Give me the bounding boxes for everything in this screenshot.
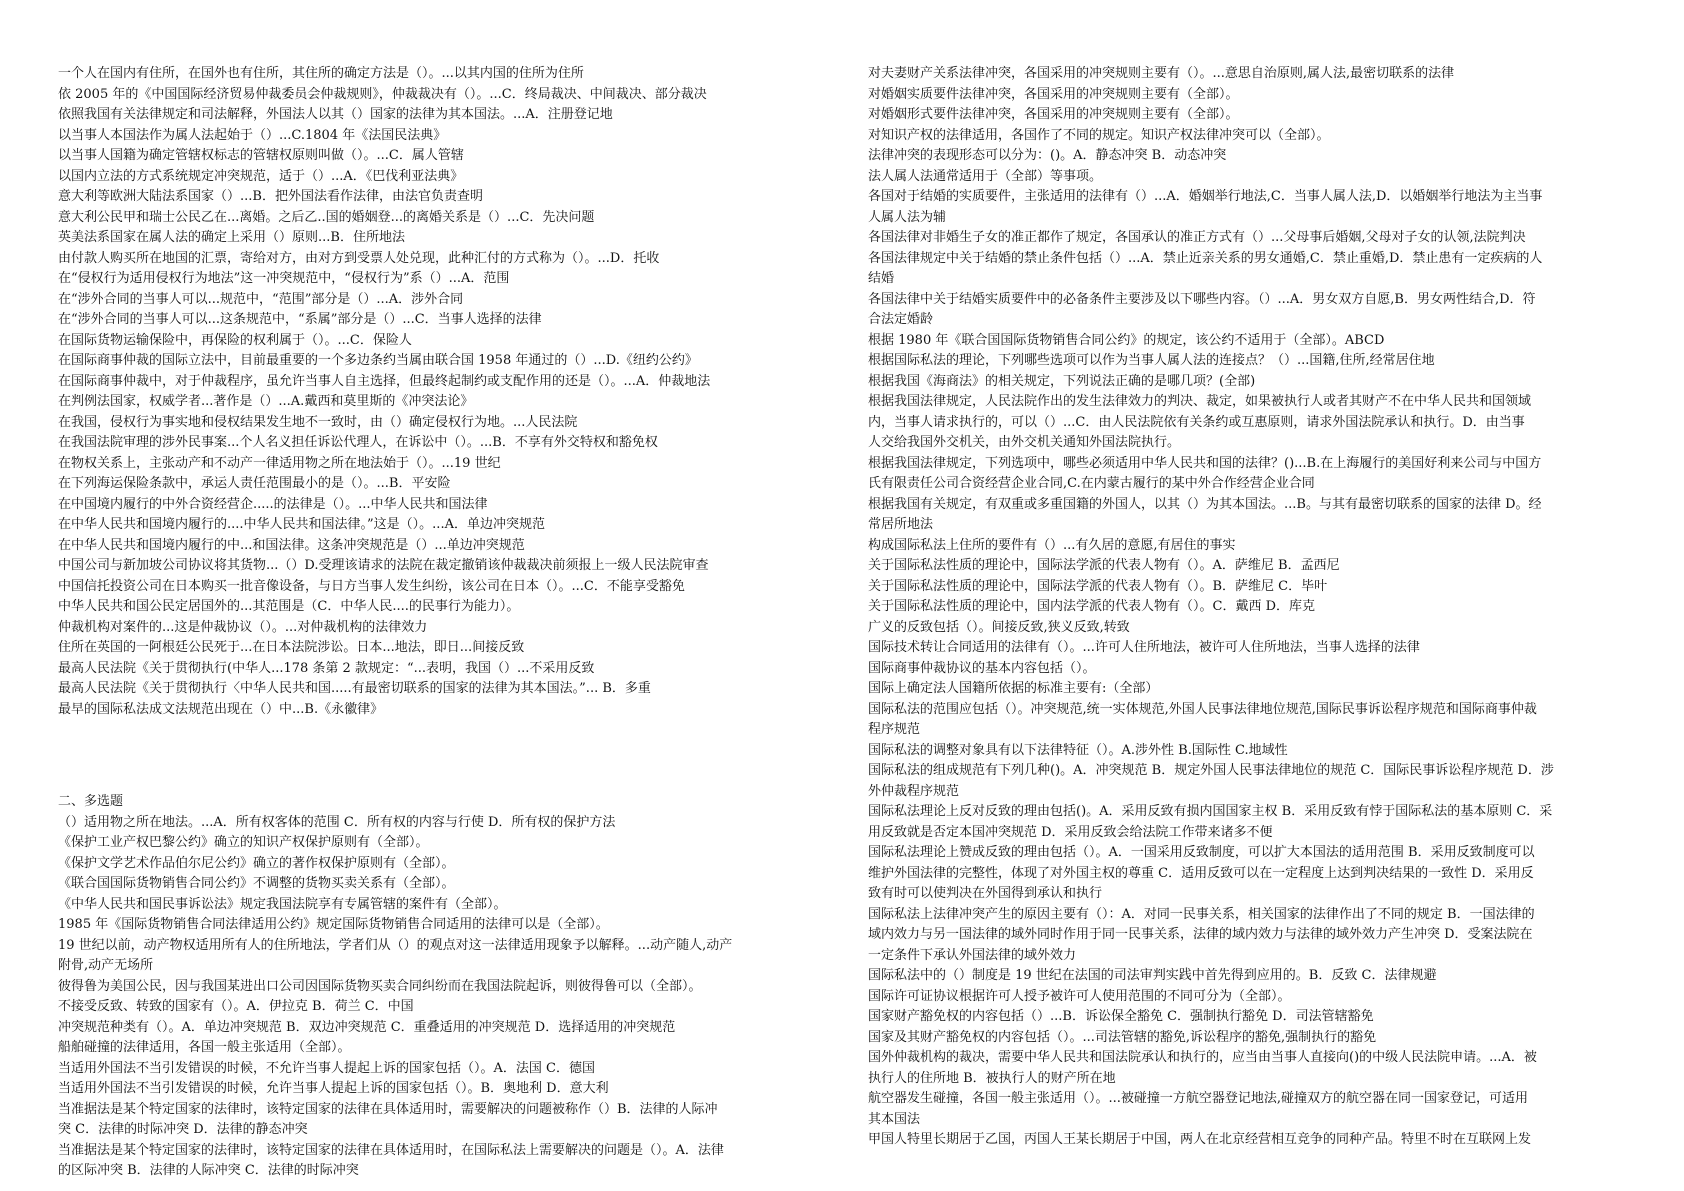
right-text-line: 人属人法为辅 xyxy=(868,209,947,225)
right-text-line: 国际私法的调整对象具有以下法律特征（）。A.涉外性 B.国际性 C.地域性 xyxy=(868,742,1288,758)
left-text-line: 在判例法国家，权威学者...著作是（）...A.戴西和莫里斯的《冲突法论》 xyxy=(58,394,474,409)
left-text-line: 《保护文学艺术作品伯尔尼公约》确立的著作权保护原则有（全部）。 xyxy=(58,855,455,871)
left-text-line: 在国际商事仲裁中，对于仲裁程序，虽允许当事人自主选择，但最终起制约或支配作用的还是（）。...A．仲裁地法 xyxy=(58,373,711,389)
right-text-line: 维护外国法律的完整性，体现了对外国主权的尊重 C．适用反致可以在一定程度上达到判决结果的一致性 D．采用反 xyxy=(868,865,1534,881)
right-text-line: 根据我国《海商法》的相关规定，下列说法正确的是哪几项？(全部) xyxy=(868,373,1256,389)
left-text-line: 意大利公民甲和瑞士公民乙在...离婚。之后乙..国的婚姻登...的离婚关系是（）...C．先决问题 xyxy=(58,209,595,225)
left-text-line: 当准据法是某个特定国家的法律时，该特定国家的法律在具体适用时，在国际私法上需要解决的问题是（）。A．法律 xyxy=(58,1142,724,1158)
left-text-line: 仲裁机构对案件的...这是仲裁协议（）。...对仲裁机构的法律效力 xyxy=(58,619,428,635)
left-text-line: 由付款人购买所在地国的汇票，寄给对方，由对方到受票人处兑现，此种汇付的方式称为（）。...D．托收 xyxy=(58,250,660,266)
left-text-line: 在“侵权行为适用侵权行为地法”这一冲突规范中，“侵权行为”系（）...A．范围 xyxy=(58,271,510,286)
left-text-line: 依 2005 年的《中国国际经济贸易仲裁委员会仲裁规则》，仲裁裁决有（）。...C．终局裁决、中间裁决、部分裁决 xyxy=(58,86,707,102)
right-text-line: 国外仲裁机构的裁决，需要中华人民共和国法院承认和执行的，应当由当事人直接向()的中级人民法院申请。...A．被 xyxy=(868,1050,1537,1065)
left-text-line: 最早的国际私法成文法规范出现在（）中...B.《永徽律》 xyxy=(58,701,384,717)
left-text-line: 在中华人民共和国境内履行的....中华人民共和国法律。”这是（）。...A．单边冲突规范 xyxy=(58,517,545,532)
left-text-line: 在我国法院审理的涉外民事案...个人名义担任诉讼代理人，在诉讼中（）。...B．不享有外交特权和豁免权 xyxy=(58,435,658,450)
right-text-line: 对夫妻财产关系法律冲突，各国采用的冲突规则主要有（）。...意思自治原则,属人法,最密切联系的法律 xyxy=(868,66,1455,81)
left-text-line: 以国内立法的方式系统规定冲突规范，适于（）...A．《巴伐利亚法典》 xyxy=(58,168,464,184)
right-text-line: 内，当事人请求执行的，可以（）...C．由人民法院依有关条约或互惠原则，请求外国法院承认和执行。D．由当事 xyxy=(868,414,1525,430)
left-text-line: 在国际商事仲裁的国际立法中，目前最重要的一个多边条约当属由联合国 1958 年通过的（）...D.《纽约公约》 xyxy=(58,353,698,368)
left-text-line: 的区际冲突 B．法律的人际冲突 C．法律的时际冲突 xyxy=(58,1163,359,1178)
right-text-line: 各国法律对非婚生子女的准正都作了规定，各国承认的准正方式有（）...父母事后婚姻,父母对子女的认领,法院判决 xyxy=(868,230,1526,245)
right-text-line: 广义的反致包括（）。间接反致,狭义反致,转致 xyxy=(868,619,1130,635)
left-column xyxy=(58,64,828,1182)
right-text-line: 法人属人法通常适用于（全部）等事项。 xyxy=(868,168,1103,184)
right-text-line: 合法定婚龄 xyxy=(868,312,934,327)
right-text-line: 法律冲突的表现形态可以分为：()。A．静态冲突 B．动态冲突 xyxy=(868,148,1227,163)
right-text-line: 其本国法 xyxy=(868,1111,921,1127)
right-text-line: 根据 1980 年《联合国国际货物销售合同公约》的规定，该公约不适用于（全部）。ABCD xyxy=(868,332,1385,348)
left-text-line: 在中国境内履行的中外合资经营企.....的法律是（）。...中华人民共和国法律 xyxy=(58,496,488,512)
left-text-line: 住所在英国的一阿根廷公民死于...在日本法院涉讼。日本...地法，即日...间接反致 xyxy=(58,640,525,655)
right-text-line: 致有时可以使判决在外国得到承认和执行 xyxy=(868,886,1103,901)
left-text-line: 在“涉外合同的当事人可以...这条规范中，“系属”部分是（）...C．当事人选择的法律 xyxy=(58,312,542,327)
section-spacer xyxy=(58,736,828,776)
right-text-line: 对婚姻形式要件法律冲突，各国采用的冲突规则主要有（全部）。 xyxy=(868,107,1239,122)
left-text-line: 中华人民共和国公民定居国外的...其范围是（C．中华人民....的民事行为能力）。 xyxy=(58,599,520,614)
right-text-line: 程序规范 xyxy=(868,722,921,737)
left-text-line: 在物权关系上，主张动产和不动产一律适用物之所在地法始于（）。...19 世纪 xyxy=(58,455,501,471)
left-text-line: 附骨,动产无场所 xyxy=(58,958,154,973)
left-text-line: 彼得鲁为美国公民，因与我国某进出口公司因国际货物买卖合同纠纷而在我国法院起诉，则彼得鲁可以（全部）。 xyxy=(58,978,702,994)
right-text-line: 航空器发生碰撞，各国一般主张适用（）。...被碰撞一方航空器登记地法,碰撞双方的航空器在同一国家登记，可适用 xyxy=(868,1091,1529,1106)
right-text-line: 用反致就是否定本国冲突规范 D．采用反致会给法院工作带来诸多不便 xyxy=(868,824,1273,840)
right-text-line: 氏有限责任公司合资经营企业合同,C.在内蒙古履行的某中外合作经营企业合同 xyxy=(868,476,1315,491)
left-text-line: 二、多选题 xyxy=(58,794,124,809)
right-text-line: 国际商事仲裁协议的基本内容包括（）。 xyxy=(868,660,1096,676)
right-text-line: 各国对于结婚的实质要件，主张适用的法律有（）...A．婚姻举行地法,C．当事人属人法,D．以婚姻举行地法为主当事 xyxy=(868,189,1543,204)
right-text-line: 外仲裁程序规范 xyxy=(868,783,960,799)
left-text-line: 依照我国有关法律规定和司法解释，外国法人以其（）国家的法律为其本国法。...A．注册登记地 xyxy=(58,107,613,122)
right-text-line: 根据我国法律规定，下列选项中，哪些必须适用中华人民共和国的法律？()...B.在上海履行的美国好利来公司与中国方 xyxy=(868,455,1542,471)
left-text-line: 在“涉外合同的当事人可以...规范中，“范围”部分是（）...A．涉外合同 xyxy=(58,291,464,307)
left-text-line: 在下列海运保险条款中，承运人责任范围最小的是（）。...B．平安险 xyxy=(58,476,451,491)
right-text-line: 国际私法上法律冲突产生的原因主要有（）：A．对同一民事关系，相关国家的法律作出了不同的规定 B．一国法律的 xyxy=(868,906,1535,922)
left-text-line: 突 C．法律的时际冲突 D．法律的静态冲突 xyxy=(58,1122,308,1137)
left-text-line: 当适用外国法不当引发错误的时候，允许当事人提起上诉的国家包括（）。B．奥地利 D．意大利 xyxy=(58,1081,609,1096)
left-text-line: 最高人民法院《关于贯彻执行〈中华人民共和国.....有最密切联系的国家的法律为其本国法。”... B．多重 xyxy=(58,681,651,696)
left-text-line: 《中华人民共和国民事诉讼法》规定我国法院享有专属管辖的案件有（全部）。 xyxy=(58,896,507,912)
right-text-line: 国家财产豁免权的内容包括（）...B．诉讼保全豁免 C．强制执行豁免 D．司法管辖豁免 xyxy=(868,1009,1374,1024)
right-text-line: 域内效力与另一国法律的域外同时作用于同一民事关系，法律的域内效力与法律的域外效力产生冲突 D．受案法院在 xyxy=(868,927,1533,942)
right-text-line: 国家及其财产豁免权的内容包括（）。...司法管辖的豁免,诉讼程序的豁免,强制执行的豁免 xyxy=(868,1029,1377,1045)
left-text-line: 英美法系国家在属人法的确定上采用（）原则...B．住所地法 xyxy=(58,230,405,245)
left-text-line: 《联合国国际货物销售合同公约》不调整的货物买卖关系有（全部）。 xyxy=(58,876,455,891)
left-text-line: 船舶碰撞的法律适用，各国一般主张适用（全部）。 xyxy=(58,1040,351,1055)
right-text-line: 各国法律中关于结婚实质要件中的必备条件主要涉及以下哪些内容。（）...A．男女双方自愿,B．男女两性结合,D．符 xyxy=(868,291,1536,307)
right-text-line: 关于国际私法性质的理论中，国际法学派的代表人物有（）。B．萨维尼 C．毕叶 xyxy=(868,578,1328,594)
left-text-line: 当适用外国法不当引发错误的时候，不允许当事人提起上诉的国家包括（）。A．法国 C．德国 xyxy=(58,1060,595,1076)
left-text-line: 在我国，侵权行为事实地和侵权结果发生地不一致时，由（）确定侵权行为地。...人民法院 xyxy=(58,414,578,430)
left-text-line: 以当事人本国法作为属人法起始于（）...C.1804 年《法国民法典》 xyxy=(58,127,447,143)
left-text-line: （）适用物之所在地法。...A．所有权客体的范围 C．所有权的内容与行使 D．所有权的保护方法 xyxy=(58,814,616,830)
right-text-line: 常居所地法 xyxy=(868,517,934,532)
left-text-line: 19 世纪以前，动产物权适用所有人的住所地法，学者们从（）的观点对这一法律适用现象予以解释。...动产随人,动产 xyxy=(58,937,733,953)
left-text-line: 冲突规范种类有（）。A．单边冲突规范 B．双边冲突规范 C．重叠适用的冲突规范 D．选择适用的冲突规范 xyxy=(58,1019,676,1035)
left-text-line: 不接受反致、转致的国家有（）。A．伊拉克 B．荷兰 C．中国 xyxy=(58,999,414,1014)
right-text-line: 根据国际私法的理论，下列哪些选项可以作为当事人属人法的连接点？（）...国籍,住所,经常居住地 xyxy=(868,353,1435,368)
left-text-line: 以当事人国籍为确定管辖权标志的管辖权原则叫做（）。...C．属人管辖 xyxy=(58,148,464,163)
left-text-line: 最高人民法院《关于贯彻执行(中华人...178 条第 2 款规定：“...表明，我国（）...不采用反致 xyxy=(58,660,595,676)
right-text-line: 关于国际私法性质的理论中，国际法学派的代表人物有（）。A．萨维尼 B．孟西尼 xyxy=(868,558,1340,573)
left-text-line: 中国公司与新加坡公司协议将其货物...（）D.受理该请求的法院在裁定撤销该仲裁裁决前须报上一级人民法院审查 xyxy=(58,558,709,573)
right-text-line: 构成国际私法上住所的要件有（）...有久居的意愿,有居住的事实 xyxy=(868,537,1236,553)
right-text-line: 国际许可证协议根据许可人授予被许可人使用范围的不同可分为（全部）。 xyxy=(868,988,1291,1004)
right-column xyxy=(868,64,1646,1151)
right-text-line: 执行人的住所地 B．被执行人的财产所在地 xyxy=(868,1070,1116,1086)
left-text-line: 在中华人民共和国境内履行的中...和国法律。这条冲突规范是（）...单边冲突规范 xyxy=(58,537,525,553)
left-text-line: 《保护工业产权巴黎公约》确立的知识产权保护原则有（全部）。 xyxy=(58,835,429,850)
left-text-line: 意大利等欧洲大陆法系国家（）...B．把外国法看作法律，由法官负责查明 xyxy=(58,189,483,204)
right-text-line: 对知识产权的法律适用，各国作了不同的规定。知识产权法律冲突可以（全部）。 xyxy=(868,127,1330,143)
right-text-line: 甲国人特里长期居于乙国，丙国人王某长期居于中国，两人在北京经营相互竞争的同种产品。特里不时在互联网上发 xyxy=(868,1132,1532,1147)
left-text-line: 中国信托投资公司在日本购买一批音像设备，与日方当事人发生纠纷，该公司在日本（）。...C．不能享受豁免 xyxy=(58,578,685,594)
left-text-line: 在国际货物运输保险中，再保险的权利属于（）。...C．保险人 xyxy=(58,332,412,348)
right-text-line: 关于国际私法性质的理论中，国内法学派的代表人物有（）。C．戴西 D．库克 xyxy=(868,599,1316,614)
right-text-line: 国际技术转让合同适用的法律有（）。...许可人住所地法，被许可人住所地法，当事人选择的法律 xyxy=(868,640,1420,655)
left-text-line: 1985 年《国际货物销售合同法律适用公约》规定国际货物销售合同适用的法律可以是（全部）。 xyxy=(58,917,609,932)
right-text-line: 国际私法中的（）制度是 19 世纪在法国的司法审判实践中首先得到应用的。B．反致 C．法律规避 xyxy=(868,968,1437,983)
right-text-line: 各国法律规定中关于结婚的禁止条件包括（）...A．禁止近亲关系的男女通婚,C．禁止重婚,D．禁止患有一定疾病的人 xyxy=(868,250,1543,266)
right-text-line: 国际私法的组成规范有下列几种()。A．冲突规范 B．规定外国人民事法律地位的规范 C．国际民事诉讼程序规范 D．涉 xyxy=(868,763,1554,778)
right-text-line: 国际私法的范围应包括（）。冲突规范,统一实体规范,外国人民事法律地位规范,国际民事诉讼程序规范和国际商事仲裁 xyxy=(868,701,1537,717)
right-text-line: 根据我国法律规定，人民法院作出的发生法律效力的判决、裁定，如果被执行人或者其财产不在中华人民共和国领域 xyxy=(868,394,1532,409)
right-text-line: 根据我国有关规定，有双重或多重国籍的外国人，以其（）为其本国法。...B。与其有最密切联系的国家的法律 D。经 xyxy=(868,496,1542,512)
right-text-line: 国际私法理论上赞成反致的理由包括（）。A．一国采用反致制度，可以扩大本国法的适用范围 B．采用反致制度可以 xyxy=(868,845,1535,860)
right-text-line: 国际私法理论上反对反致的理由包括()。A．采用反致有损内国国家主权 B．采用反致有悖于国际私法的基本原则 C．采 xyxy=(868,804,1553,819)
right-text-line: 结婚 xyxy=(868,271,895,286)
right-text-line: 人交给我国外交机关，由外交机关通知外国法院执行。 xyxy=(868,435,1181,450)
right-text-line: 一定条件下承认外国法律的域外效力 xyxy=(868,947,1077,963)
left-text-line: 一个人在国内有住所，在国外也有住所，其住所的确定方法是（）。...以其内国的住所为住所 xyxy=(58,66,584,81)
right-text-line: 国际上确定法人国籍所依据的标准主要有:（全部） xyxy=(868,681,1159,696)
left-text-line: 当准据法是某个特定国家的法律时，该特定国家的法律在具体适用时，需要解决的问题被称作（）B．法律的人际冲 xyxy=(58,1101,718,1117)
right-text-line: 对婚姻实质要件法律冲突，各国采用的冲突规则主要有（全部）。 xyxy=(868,86,1239,102)
